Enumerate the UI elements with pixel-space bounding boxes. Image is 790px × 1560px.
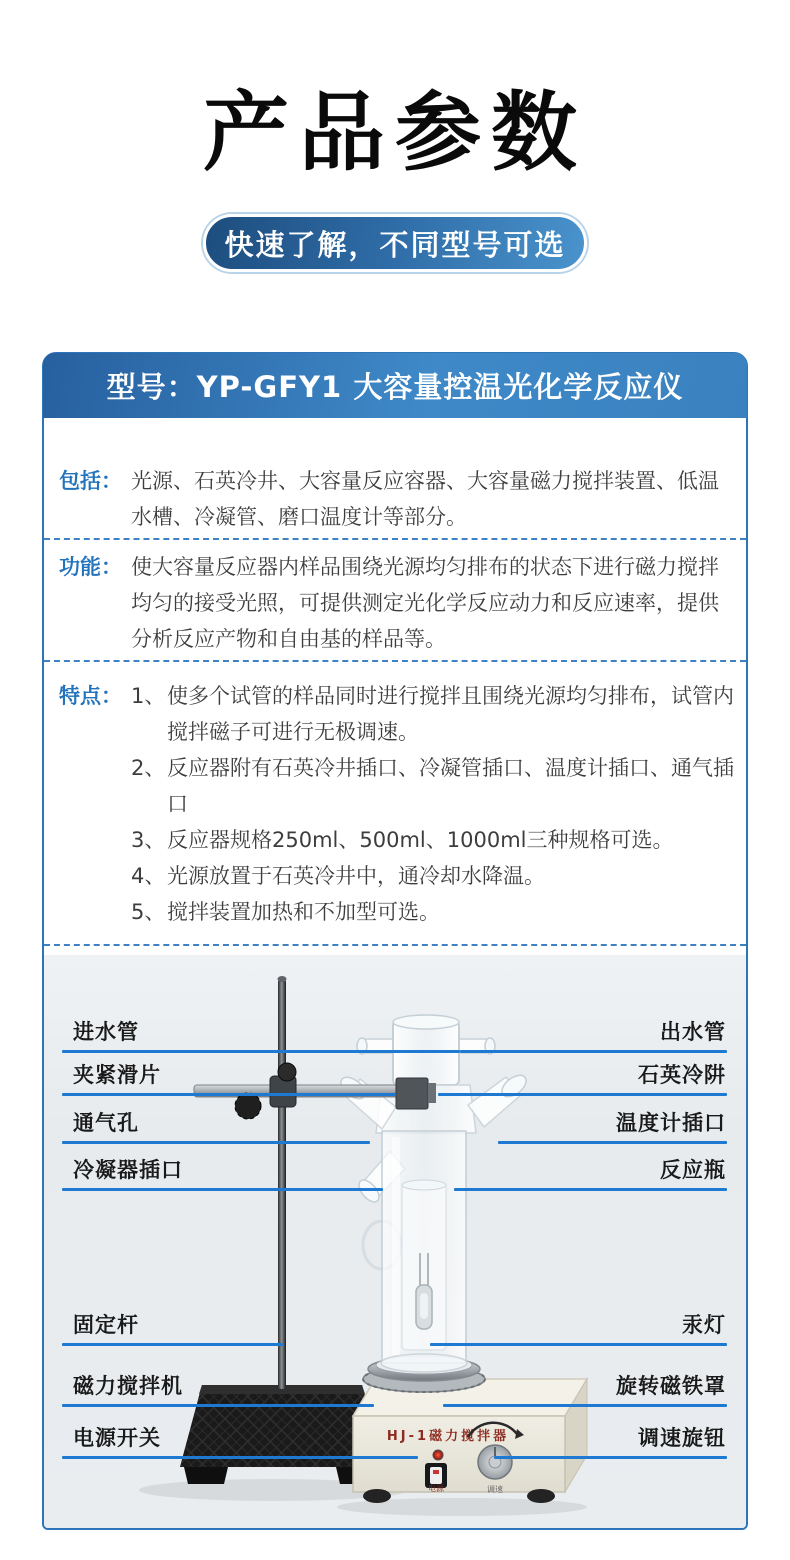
pointer-line bbox=[430, 1343, 727, 1346]
feature-item bbox=[131, 822, 736, 858]
feature-item-text: 反应器规格250ml、500ml、1000ml三种规格可选。 bbox=[167, 828, 674, 852]
stirrer-foot bbox=[527, 1489, 555, 1503]
pointer-line bbox=[62, 1188, 383, 1191]
vent-hole-label: 通气孔 bbox=[73, 1111, 139, 1135]
feature-item-number: 3、 bbox=[131, 828, 166, 852]
pointer-line bbox=[62, 1050, 460, 1053]
feature-item bbox=[131, 858, 736, 894]
vessel-bottom bbox=[381, 1354, 467, 1372]
pointer-line bbox=[498, 1141, 727, 1144]
feature-item-text: 搅拌装置加热和不加型可选。 bbox=[167, 900, 440, 924]
pointer-line bbox=[494, 1456, 727, 1459]
stand-rod bbox=[278, 976, 287, 1389]
model-header bbox=[43, 353, 747, 418]
magnetic-stirrer-label: 磁力搅拌机 bbox=[73, 1374, 183, 1398]
spec-card bbox=[42, 352, 748, 1530]
stirrer-led bbox=[433, 1450, 443, 1460]
fixing-rod-label: 固定杆 bbox=[73, 1313, 139, 1337]
water-inlet-label: 进水管 bbox=[73, 1020, 139, 1044]
clamp-knob bbox=[278, 1063, 296, 1081]
thermometer-port-label: 温度计插口 bbox=[616, 1111, 726, 1135]
product-diagram bbox=[44, 955, 746, 1528]
feature-item bbox=[131, 894, 736, 930]
magnet-cover-label: 旋转磁铁罩 bbox=[616, 1374, 726, 1398]
section-include-text: 光源、石英冷井、大容量反应容器、大容量磁力搅拌装置、低温水槽、冷凝管、磨口温度计等部分。 bbox=[131, 469, 719, 529]
glass-highlight bbox=[392, 1137, 400, 1355]
feature-item-text: 反应器附有石英冷井插口、冷凝管插口、温度计插口、通气插口 bbox=[167, 756, 734, 816]
pointer-line bbox=[454, 1188, 727, 1191]
pointer-line bbox=[62, 1343, 284, 1346]
stirrer-box bbox=[353, 1379, 587, 1503]
model-header-label: 型号：YP-GFY1 大容量控温光化学反应仪 bbox=[106, 370, 684, 404]
stirrer-brand-label: HJ-1磁力搅拌器 bbox=[386, 1429, 510, 1444]
pointer-line bbox=[62, 1404, 374, 1407]
power-switch-label: 电源开关 bbox=[73, 1426, 161, 1450]
section-feature bbox=[44, 662, 746, 946]
clamp-slider-label: 夹紧滑片 bbox=[73, 1063, 161, 1087]
pointer-line bbox=[443, 1404, 727, 1407]
page-title: 产品参数 bbox=[203, 82, 587, 183]
pointer-line bbox=[62, 1093, 396, 1096]
stirrer-switch-label: 电源 bbox=[428, 1484, 444, 1493]
section-include-label: 包括： bbox=[59, 469, 122, 493]
section-function bbox=[44, 540, 746, 662]
pointer-line bbox=[460, 1050, 727, 1053]
section-function-text: 使大容量反应器内样品围绕光源均匀排布的状态下进行磁力搅拌均匀的接受光照，可提供测定光化学反应动力和反应速率，提供分析反应产物和自由基的样品等。 bbox=[131, 555, 719, 651]
clamp-knob bbox=[235, 1093, 261, 1119]
subtitle-badge bbox=[203, 214, 587, 272]
feature-item bbox=[131, 750, 736, 822]
feature-item-text: 光源放置于石英冷井中，通冷却水降温。 bbox=[167, 864, 545, 888]
feature-item-number: 5、 bbox=[131, 900, 166, 924]
section-feature-list bbox=[131, 678, 746, 930]
clamp-jaw-pad bbox=[428, 1083, 436, 1103]
quartz-trap-label: 石英冷阱 bbox=[638, 1063, 726, 1087]
stirrer-knob-label: 调速 bbox=[487, 1485, 503, 1494]
pointer-line bbox=[438, 1093, 727, 1096]
clamp-jaw bbox=[396, 1078, 428, 1109]
speed-knob-label: 调速旋钮 bbox=[638, 1426, 726, 1450]
water-outlet-label: 出水管 bbox=[660, 1020, 726, 1044]
feature-item-number: 4、 bbox=[131, 864, 166, 888]
feature-item-number: 2、 bbox=[131, 756, 166, 780]
feature-item-number: 1、 bbox=[131, 684, 166, 708]
pointer-line bbox=[62, 1141, 370, 1144]
section-feature-label: 特点： bbox=[59, 684, 122, 708]
mercury-lamp-label: 汞灯 bbox=[682, 1313, 726, 1337]
condenser-port-label: 冷凝器插口 bbox=[73, 1158, 183, 1182]
reaction-flask-label: 反应瓶 bbox=[660, 1158, 726, 1182]
feature-item-text: 使多个试管的样品同时进行搅拌且围绕光源均匀排布，试管内搅拌磁子可进行无极调速。 bbox=[167, 684, 734, 744]
section-function-label: 功能： bbox=[59, 555, 122, 579]
subtitle-badge-label: 快速了解，不同型号可选 bbox=[224, 227, 566, 262]
pointer-line bbox=[62, 1456, 418, 1459]
stirrer-speed-knob bbox=[478, 1445, 512, 1479]
feature-item bbox=[131, 678, 736, 750]
reaction-vessel bbox=[337, 1015, 530, 1372]
section-include bbox=[44, 418, 746, 540]
stirrer-foot bbox=[363, 1489, 391, 1503]
